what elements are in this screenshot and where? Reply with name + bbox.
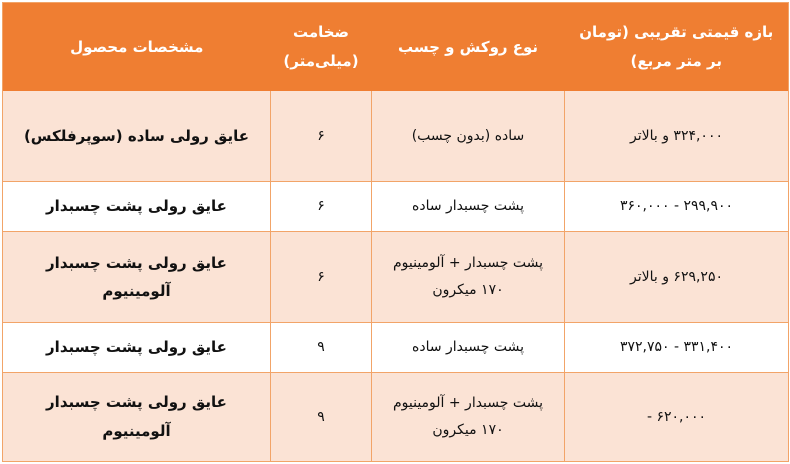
- cell-thickness: ۶: [271, 91, 372, 182]
- table-row: [3, 231, 789, 322]
- table-header-row: [3, 3, 789, 91]
- cell-thickness: ۹: [271, 372, 372, 461]
- cell-price: ۶۲۰,۰۰۰ -: [565, 372, 789, 461]
- cell-price: ۳۲۴,۰۰۰ و بالاتر: [565, 91, 789, 182]
- table-row: [3, 91, 789, 182]
- header-thickness: ضخامت (میلی‌متر): [283, 23, 359, 70]
- table-row: [3, 323, 789, 373]
- cell-price: ۳۳۱,۴۰۰ - ۳۷۲,۷۵۰: [565, 323, 789, 373]
- header-type: نوع روکش و چسب: [397, 37, 539, 56]
- cell-price: ۲۹۹,۹۰۰ - ۳۶۰,۰۰۰: [565, 182, 789, 232]
- cell-spec: عایق رولی پشت چسبدار: [3, 182, 271, 232]
- header-price: بازه قیمتی تقریبی (تومان بر متر مربع): [579, 23, 774, 70]
- table-row: [3, 182, 789, 232]
- price-table-container: [2, 2, 788, 462]
- price-table: [2, 2, 789, 462]
- cell-type: پشت چسبدار ساده: [372, 323, 565, 373]
- cell-thickness: ۹: [271, 323, 372, 373]
- cell-thickness: ۶: [271, 182, 372, 232]
- cell-type: پشت چسبدار + آلومینیوم ۱۷۰ میکرون: [372, 231, 565, 322]
- table-row: [3, 372, 789, 461]
- cell-type: پشت چسبدار ساده: [372, 182, 565, 232]
- header-spec: مشخصات محصول: [70, 37, 204, 56]
- cell-thickness: ۶: [271, 231, 372, 322]
- cell-spec: عایق رولی ساده (سوپرفلکس): [3, 91, 271, 182]
- cell-type: پشت چسبدار + آلومینیوم ۱۷۰ میکرون: [372, 372, 565, 461]
- cell-price: ۶۲۹,۲۵۰ و بالاتر: [565, 231, 789, 322]
- cell-spec: عایق رولی پشت چسبدار: [3, 323, 271, 373]
- cell-spec: عایق رولی پشت چسبدار آلومینیوم: [3, 231, 271, 322]
- cell-type: ساده (بدون چسب): [372, 91, 565, 182]
- cell-spec: عایق رولی پشت چسبدار آلومینیوم: [3, 372, 271, 461]
